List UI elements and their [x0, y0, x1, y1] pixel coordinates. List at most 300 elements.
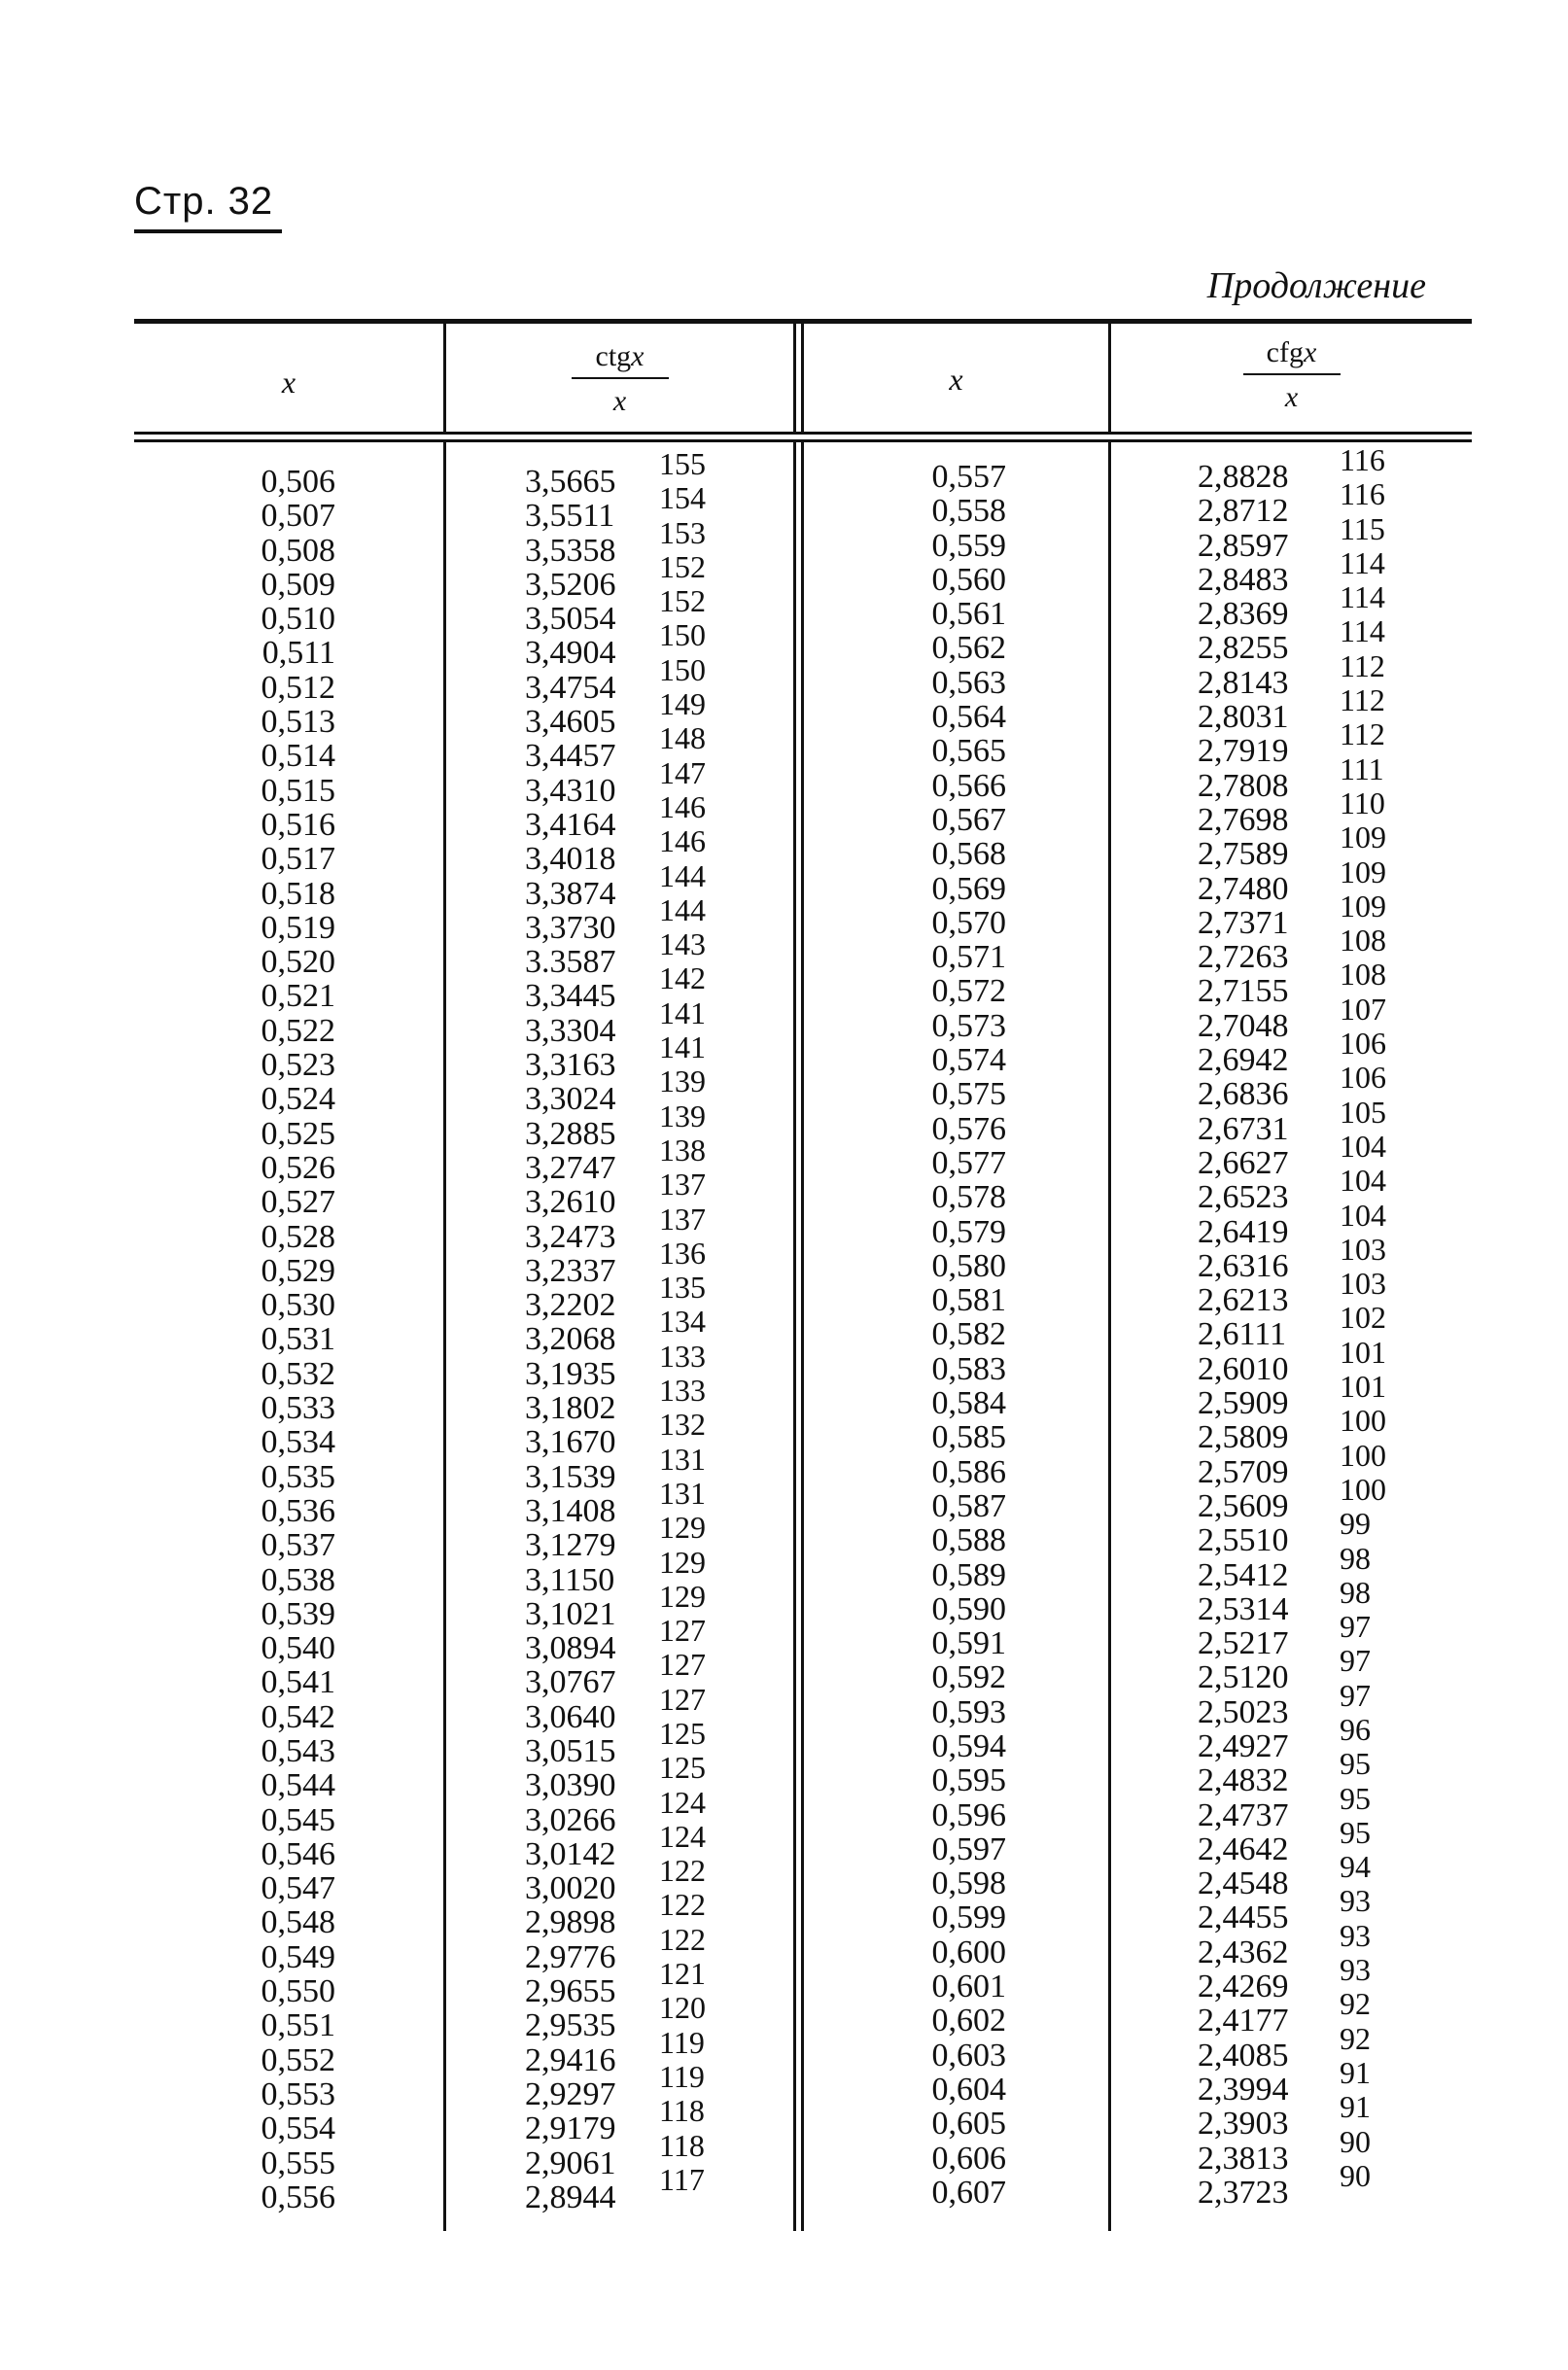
- right-x-cell: 0,594: [931, 1727, 1006, 1764]
- right-x-cell: 0,571: [931, 939, 1006, 976]
- right-difference-cell: 100: [1340, 1471, 1386, 1507]
- right-x-cell: 0,560: [931, 561, 1006, 598]
- right-x-cell: 0,573: [931, 1007, 1006, 1044]
- left-value-cell: 3,1021: [525, 1595, 616, 1632]
- header-ctg-right-variable: x: [1303, 336, 1317, 368]
- right-x-column: [855, 460, 1006, 2210]
- right-difference-cell: 93: [1340, 1917, 1371, 1953]
- left-value-cell: 3,4754: [525, 669, 616, 706]
- right-difference-cell: 91: [1340, 2054, 1371, 2090]
- fraction-bar: [1243, 373, 1341, 375]
- right-x-cell: 0,588: [931, 1522, 1006, 1559]
- right-x-cell: 0,599: [931, 1899, 1006, 1936]
- left-value-cell: 3,4310: [525, 772, 616, 809]
- right-value-cell: 2,4177: [1198, 2003, 1289, 2039]
- right-value-cell: 2,6523: [1198, 1179, 1289, 1216]
- left-x-cell: 0,551: [261, 2007, 335, 2044]
- left-x-cell: 0,522: [261, 1012, 335, 1049]
- left-value-cell: 3,3730: [525, 909, 616, 946]
- left-value-cell: 3,1670: [525, 1424, 616, 1461]
- right-difference-cell: 94: [1340, 1849, 1371, 1885]
- left-x-cell: 0,510: [261, 601, 335, 638]
- right-difference-cell: 112: [1340, 716, 1385, 752]
- right-value-cell: 2,3903: [1198, 2106, 1289, 2143]
- left-difference-cell: 118: [659, 2127, 705, 2163]
- left-x-cell: 0,516: [261, 806, 335, 843]
- right-difference-cell: 92: [1340, 2020, 1371, 2056]
- left-difference-cell: 122: [659, 1887, 706, 1923]
- left-x-cell: 0,533: [261, 1390, 335, 1427]
- left-x-cell: 0,523: [261, 1047, 335, 1084]
- header-ctg-left-denominator: x: [612, 385, 627, 417]
- left-x-cell: 0,515: [261, 772, 335, 809]
- left-x-cell: 0,553: [261, 2075, 335, 2112]
- left-x-cell: 0,513: [261, 704, 335, 741]
- right-difference-cell: 115: [1340, 510, 1385, 546]
- left-x-cell: 0,545: [261, 1801, 335, 1838]
- left-value-cell: 3,3024: [525, 1081, 616, 1118]
- right-difference-cell: 110: [1340, 784, 1385, 820]
- right-x-cell: 0,600: [931, 1934, 1006, 1970]
- left-value-cell: 3,5206: [525, 566, 616, 603]
- right-value-cell: 2,6942: [1198, 1042, 1289, 1079]
- right-value-cell: 2,4548: [1198, 1865, 1289, 1902]
- column-divider-3: [1108, 442, 1111, 2231]
- right-x-cell: 0,589: [931, 1556, 1006, 1593]
- right-value-cell: 2,5809: [1198, 1419, 1289, 1456]
- right-x-cell: 0,606: [931, 2140, 1006, 2177]
- left-value-cell: 3.3587: [525, 944, 616, 981]
- left-x-cell: 0,541: [261, 1664, 335, 1701]
- right-difference-cell: 99: [1340, 1506, 1371, 1542]
- right-x-cell: 0,579: [931, 1213, 1006, 1250]
- left-value-cell: 3,3445: [525, 978, 616, 1015]
- right-value-cell: 2,7263: [1198, 939, 1289, 976]
- right-x-cell: 0,566: [931, 767, 1006, 804]
- left-value-cell: 2,9297: [525, 2075, 616, 2112]
- header-ctg-right: [1111, 336, 1472, 414]
- column-divider-1: [443, 442, 446, 2231]
- right-x-cell: 0,602: [931, 2003, 1006, 2039]
- right-difference-cell: 106: [1340, 1026, 1386, 1062]
- left-x-cell: 0,537: [261, 1527, 335, 1564]
- fraction-bar: [572, 377, 669, 379]
- left-value-cell: 3,2337: [525, 1252, 616, 1289]
- left-x-cell: 0,514: [261, 738, 335, 775]
- right-difference-cell: 116: [1340, 442, 1385, 477]
- left-x-cell: 0,508: [261, 532, 335, 569]
- header-ctg-left-function: ctg: [595, 340, 632, 372]
- left-value-cell: 3,2747: [525, 1149, 616, 1186]
- left-difference-cell: 132: [659, 1407, 706, 1443]
- left-difference-cell: 137: [659, 1167, 706, 1202]
- left-difference-cell: 142: [659, 960, 706, 996]
- right-x-cell: 0,578: [931, 1179, 1006, 1216]
- right-difference-cell: 109: [1340, 819, 1386, 855]
- right-x-cell: 0,570: [931, 904, 1006, 941]
- right-value-column: [1198, 460, 1289, 2210]
- right-x-cell: 0,607: [931, 2174, 1006, 2211]
- right-x-cell: 0,557: [931, 459, 1006, 495]
- right-difference-cell: 109: [1340, 854, 1386, 889]
- left-value-cell: 3,1150: [525, 1561, 615, 1598]
- right-difference-cell: 90: [1340, 2157, 1371, 2193]
- left-difference-column: [659, 447, 706, 2197]
- left-difference-cell: 141: [659, 1029, 706, 1065]
- header-x-left: x: [281, 365, 296, 400]
- right-difference-cell: 97: [1340, 1643, 1371, 1679]
- right-value-cell: 2,8031: [1198, 699, 1289, 736]
- left-difference-cell: 138: [659, 1132, 706, 1168]
- right-difference-cell: 91: [1340, 2089, 1371, 2125]
- left-difference-cell: 152: [659, 583, 706, 619]
- left-x-cell: 0,530: [261, 1287, 335, 1324]
- right-difference-cell: 112: [1340, 682, 1385, 718]
- right-x-cell: 0,603: [931, 2037, 1006, 2074]
- left-difference-cell: 139: [659, 1098, 706, 1133]
- right-value-cell: 2,4455: [1198, 1899, 1289, 1936]
- left-difference-cell: 146: [659, 788, 706, 824]
- left-difference-cell: 118: [659, 2093, 705, 2129]
- left-difference-cell: 148: [659, 720, 706, 756]
- right-x-cell: 0,580: [931, 1247, 1006, 1284]
- right-difference-cell: 116: [1340, 476, 1385, 512]
- left-x-cell: 0,542: [261, 1698, 335, 1735]
- right-x-cell: 0,583: [931, 1350, 1006, 1387]
- left-difference-cell: 117: [659, 2161, 705, 2197]
- left-difference-cell: 153: [659, 514, 706, 550]
- left-difference-cell: 121: [659, 1956, 706, 1992]
- left-difference-cell: 133: [659, 1373, 706, 1409]
- right-difference-cell: 101: [1340, 1334, 1386, 1370]
- right-value-cell: 2,5909: [1198, 1385, 1289, 1422]
- right-difference-cell: 95: [1340, 1746, 1371, 1782]
- right-x-cell: 0,561: [931, 596, 1006, 633]
- right-difference-cell: 109: [1340, 888, 1386, 924]
- right-x-cell: 0,597: [931, 1830, 1006, 1867]
- left-value-cell: 2,9416: [525, 2041, 616, 2078]
- left-value-cell: 3,2068: [525, 1321, 616, 1358]
- left-difference-cell: 134: [659, 1304, 706, 1340]
- left-difference-cell: 122: [659, 1853, 706, 1889]
- right-value-cell: 2,6419: [1198, 1213, 1289, 1250]
- left-value-cell: 3,4457: [525, 738, 616, 775]
- left-x-cell: 0,525: [261, 1115, 335, 1152]
- right-difference-cell: 104: [1340, 1128, 1386, 1164]
- right-difference-cell: 97: [1340, 1609, 1371, 1645]
- header-ctg-right-function: cfg: [1266, 336, 1304, 368]
- right-value-cell: 2,7371: [1198, 904, 1289, 941]
- right-difference-cell: 114: [1340, 579, 1385, 615]
- left-value-cell: 3,2202: [525, 1287, 616, 1324]
- right-difference-cell: 112: [1340, 647, 1385, 683]
- right-x-cell: 0,605: [931, 2106, 1006, 2143]
- left-value-cell: 3,0515: [525, 1732, 616, 1769]
- left-x-cell: 0,552: [261, 2041, 335, 2078]
- right-difference-cell: 114: [1340, 544, 1385, 580]
- right-x-cell: 0,590: [931, 1590, 1006, 1627]
- left-x-cell: 0,550: [261, 1973, 335, 2010]
- right-value-cell: 2,4269: [1198, 1969, 1289, 2005]
- left-difference-cell: 141: [659, 994, 706, 1030]
- right-x-cell: 0,562: [931, 630, 1006, 667]
- right-difference-cell: 98: [1340, 1574, 1371, 1610]
- right-difference-cell: 104: [1340, 1163, 1386, 1199]
- right-difference-cell: 103: [1340, 1266, 1386, 1302]
- right-x-cell: 0,587: [931, 1487, 1006, 1524]
- right-x-cell: 0,585: [931, 1419, 1006, 1456]
- right-x-cell: 0,564: [931, 699, 1006, 736]
- right-x-cell: 0,563: [931, 664, 1006, 701]
- left-value-column: [525, 465, 616, 2214]
- left-difference-cell: 143: [659, 926, 706, 962]
- right-value-cell: 2,8143: [1198, 664, 1289, 701]
- left-difference-cell: 125: [659, 1750, 706, 1786]
- left-value-cell: 2,9179: [525, 2110, 616, 2147]
- right-x-cell: 0,576: [931, 1110, 1006, 1147]
- right-difference-cell: 100: [1340, 1437, 1386, 1473]
- right-value-cell: 2,4737: [1198, 1796, 1289, 1833]
- left-x-cell: 0,518: [261, 875, 335, 912]
- left-x-cell: 0,509: [261, 566, 335, 603]
- right-x-cell: 0,569: [931, 870, 1006, 907]
- left-x-cell: 0,534: [261, 1424, 335, 1461]
- left-value-cell: 3,0390: [525, 1767, 616, 1804]
- right-x-cell: 0,568: [931, 836, 1006, 873]
- left-difference-cell: 119: [659, 2058, 705, 2094]
- left-value-cell: 3,1408: [525, 1492, 616, 1529]
- right-value-cell: 2,7808: [1198, 767, 1289, 804]
- left-x-cell: 0,543: [261, 1732, 335, 1769]
- right-difference-cell: 92: [1340, 1986, 1371, 2022]
- header-ctg-left-variable: x: [631, 340, 645, 372]
- left-value-cell: 3,4018: [525, 841, 616, 878]
- right-difference-cell: 100: [1340, 1403, 1386, 1439]
- left-value-cell: 2,9061: [525, 2144, 616, 2181]
- left-x-cell: 0,540: [261, 1630, 335, 1667]
- column-divider-2a: [793, 442, 796, 2231]
- left-difference-cell: 124: [659, 1784, 706, 1820]
- left-difference-cell: 133: [659, 1338, 706, 1374]
- left-x-cell: 0,520: [261, 944, 335, 981]
- left-difference-cell: 129: [659, 1510, 706, 1546]
- left-value-cell: 3,2885: [525, 1115, 616, 1152]
- right-difference-cell: 108: [1340, 957, 1386, 993]
- right-x-cell: 0,582: [931, 1316, 1006, 1353]
- right-difference-cell: 98: [1340, 1540, 1371, 1576]
- left-value-cell: 3,5665: [525, 464, 616, 500]
- right-value-cell: 2,8483: [1198, 561, 1289, 598]
- left-x-cell: 0,549: [261, 1938, 335, 1975]
- left-difference-cell: 136: [659, 1235, 706, 1271]
- left-difference-cell: 155: [659, 446, 706, 481]
- right-x-cell: 0,577: [931, 1144, 1006, 1181]
- left-difference-cell: 120: [659, 1990, 706, 2026]
- page-number-underline: [134, 229, 282, 233]
- left-difference-cell: 137: [659, 1201, 706, 1237]
- left-x-cell: 0,531: [261, 1321, 335, 1358]
- right-value-cell: 2,7480: [1198, 870, 1289, 907]
- left-x-cell: 0,517: [261, 841, 335, 878]
- left-x-cell: 0,532: [261, 1355, 335, 1392]
- right-value-cell: 2,5314: [1198, 1590, 1289, 1627]
- right-value-cell: 2,4832: [1198, 1762, 1289, 1799]
- left-value-cell: 2,9655: [525, 1973, 616, 2010]
- left-x-cell: 0,521: [261, 978, 335, 1015]
- right-difference-cell: 108: [1340, 923, 1386, 958]
- column-divider-2b: [801, 442, 804, 2231]
- right-value-cell: 2,3723: [1198, 2174, 1289, 2211]
- right-value-cell: 2,5609: [1198, 1487, 1289, 1524]
- left-difference-cell: 125: [659, 1715, 706, 1751]
- right-value-cell: 2,6111: [1198, 1316, 1286, 1353]
- right-difference-cell: 97: [1340, 1677, 1371, 1713]
- right-x-cell: 0,558: [931, 493, 1006, 530]
- right-x-cell: 0,604: [931, 2071, 1006, 2108]
- left-x-cell: 0,555: [261, 2144, 335, 2181]
- right-value-cell: 2,6627: [1198, 1144, 1289, 1181]
- right-difference-cell: 102: [1340, 1300, 1386, 1336]
- left-value-cell: 3,2610: [525, 1184, 616, 1221]
- right-difference-cell: 96: [1340, 1711, 1371, 1747]
- left-x-cell: 0,524: [261, 1081, 335, 1118]
- left-difference-cell: 150: [659, 617, 706, 653]
- right-value-cell: 2,8597: [1198, 527, 1289, 564]
- left-difference-cell: 144: [659, 857, 706, 893]
- right-difference-cell: 101: [1340, 1369, 1386, 1405]
- page-number: Стр. 32: [134, 180, 274, 223]
- right-difference-cell: 114: [1340, 613, 1385, 649]
- right-value-cell: 2,6836: [1198, 1076, 1289, 1113]
- left-x-cell: 0,507: [261, 498, 335, 535]
- left-value-cell: 3,0767: [525, 1664, 616, 1701]
- left-x-cell: 0,539: [261, 1595, 335, 1632]
- right-value-cell: 2,8828: [1198, 459, 1289, 495]
- left-difference-cell: 119: [659, 2024, 705, 2060]
- right-x-cell: 0,598: [931, 1865, 1006, 1902]
- right-difference-cell: 111: [1340, 750, 1384, 786]
- right-difference-cell: 90: [1340, 2123, 1371, 2159]
- right-value-cell: 2,7589: [1198, 836, 1289, 873]
- left-x-column: [194, 465, 335, 2214]
- left-x-cell: 0,554: [261, 2110, 335, 2147]
- right-value-cell: 2,4362: [1198, 1934, 1289, 1970]
- left-value-cell: 3,0142: [525, 1835, 616, 1872]
- right-value-cell: 2,8712: [1198, 493, 1289, 530]
- continuation-label: Продолжение: [1206, 265, 1426, 306]
- left-difference-cell: 124: [659, 1818, 706, 1854]
- left-difference-cell: 144: [659, 891, 706, 927]
- left-value-cell: 3,1279: [525, 1527, 616, 1564]
- right-value-cell: 2,3994: [1198, 2071, 1289, 2108]
- left-x-cell: 0,527: [261, 1184, 335, 1221]
- left-value-cell: 3,3163: [525, 1047, 616, 1084]
- right-value-cell: 2,8369: [1198, 596, 1289, 633]
- left-value-cell: 3,5511: [525, 498, 615, 535]
- left-x-cell: 0,544: [261, 1767, 335, 1804]
- right-x-cell: 0,593: [931, 1693, 1006, 1730]
- left-difference-cell: 139: [659, 1063, 706, 1099]
- left-value-cell: 3,0020: [525, 1870, 616, 1907]
- left-x-cell: 0,535: [261, 1458, 335, 1495]
- left-value-cell: 3,4164: [525, 806, 616, 843]
- left-value-cell: 3,1802: [525, 1390, 616, 1427]
- left-x-cell: 0,536: [261, 1492, 335, 1529]
- left-x-cell: 0,548: [261, 1904, 335, 1941]
- right-x-cell: 0,586: [931, 1453, 1006, 1490]
- left-value-cell: 3,0640: [525, 1698, 616, 1735]
- right-value-cell: 2,6316: [1198, 1247, 1289, 1284]
- right-value-cell: 2,3813: [1198, 2140, 1289, 2177]
- left-difference-cell: 146: [659, 823, 706, 859]
- left-difference-cell: 127: [659, 1647, 706, 1683]
- right-value-cell: 2,6010: [1198, 1350, 1289, 1387]
- right-value-cell: 2,7919: [1198, 733, 1289, 770]
- right-x-cell: 0,591: [931, 1625, 1006, 1662]
- right-value-cell: 2,6213: [1198, 1282, 1289, 1319]
- left-difference-cell: 129: [659, 1544, 706, 1580]
- right-x-cell: 0,567: [931, 801, 1006, 838]
- right-x-cell: 0,559: [931, 527, 1006, 564]
- left-x-cell: 0,511: [261, 635, 335, 672]
- left-difference-cell: 149: [659, 686, 706, 722]
- left-value-cell: 3,1935: [525, 1355, 616, 1392]
- right-x-cell: 0,575: [931, 1076, 1006, 1113]
- left-value-cell: 2,9776: [525, 1938, 616, 1975]
- left-x-cell: 0,556: [261, 2178, 335, 2215]
- left-difference-cell: 147: [659, 754, 706, 790]
- left-difference-cell: 135: [659, 1270, 706, 1306]
- right-difference-cell: 103: [1340, 1231, 1386, 1267]
- right-value-cell: 2,7155: [1198, 973, 1289, 1010]
- left-value-cell: 3,4904: [525, 635, 616, 672]
- right-value-cell: 2,5217: [1198, 1625, 1289, 1662]
- left-x-cell: 0,529: [261, 1252, 335, 1289]
- right-x-cell: 0,601: [931, 1969, 1006, 2005]
- right-difference-cell: 104: [1340, 1197, 1386, 1233]
- right-value-cell: 2,6731: [1198, 1110, 1289, 1147]
- right-value-cell: 2,5709: [1198, 1453, 1289, 1490]
- right-difference-cell: 95: [1340, 1814, 1371, 1850]
- left-difference-cell: 127: [659, 1681, 706, 1717]
- left-value-cell: 3,3874: [525, 875, 616, 912]
- left-value-cell: 3,3304: [525, 1012, 616, 1049]
- left-x-cell: 0,547: [261, 1870, 335, 1907]
- left-difference-cell: 131: [659, 1475, 706, 1511]
- left-difference-cell: 150: [659, 651, 706, 687]
- right-value-cell: 2,5412: [1198, 1556, 1289, 1593]
- right-value-cell: 2,5023: [1198, 1693, 1289, 1730]
- header-ctg-left: [446, 340, 793, 418]
- right-x-cell: 0,596: [931, 1796, 1006, 1833]
- left-x-cell: 0,506: [261, 464, 335, 500]
- left-value-cell: 3,0894: [525, 1630, 616, 1667]
- right-value-cell: 2,7048: [1198, 1007, 1289, 1044]
- left-x-cell: 0,546: [261, 1835, 335, 1872]
- right-difference-cell: 93: [1340, 1952, 1371, 1988]
- header-ctg-right-denominator: x: [1284, 381, 1299, 413]
- left-x-cell: 0,528: [261, 1218, 335, 1255]
- right-value-cell: 2,4085: [1198, 2037, 1289, 2074]
- right-difference-cell: 93: [1340, 1883, 1371, 1919]
- left-value-cell: 3,4605: [525, 704, 616, 741]
- header-x-right: x: [949, 362, 963, 397]
- left-value-cell: 3,5054: [525, 601, 616, 638]
- left-x-cell: 0,512: [261, 669, 335, 706]
- left-x-cell: 0,538: [261, 1561, 335, 1598]
- right-difference-column: [1340, 443, 1386, 2193]
- right-x-cell: 0,581: [931, 1282, 1006, 1319]
